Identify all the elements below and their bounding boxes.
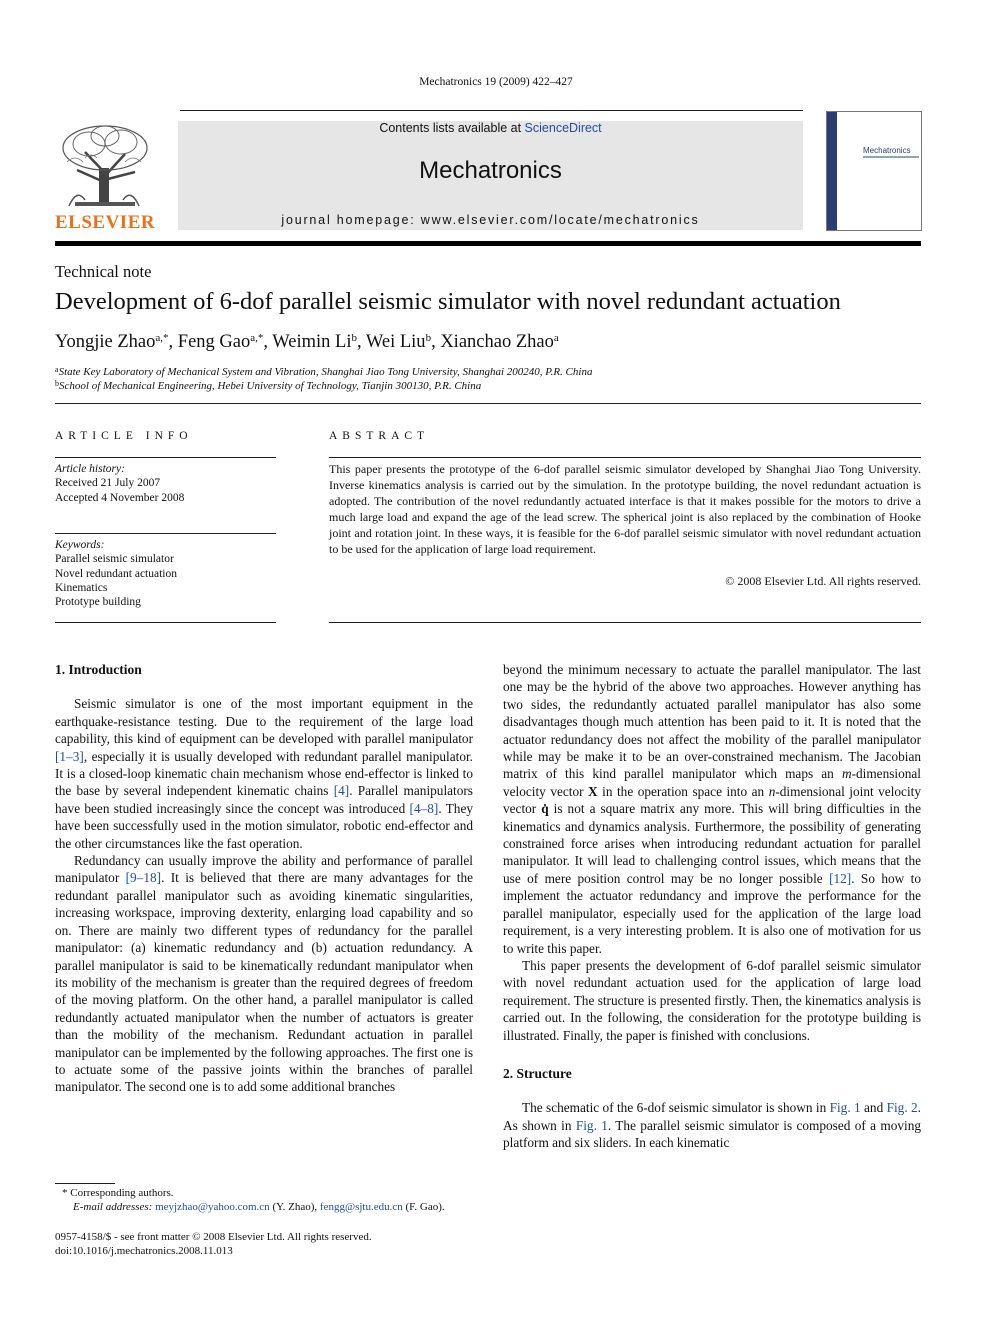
email-link[interactable]: meyjzhao@yahoo.com.cn xyxy=(155,1201,270,1213)
journal-cover-thumbnail xyxy=(826,111,922,231)
figure-link[interactable]: Fig. 2 xyxy=(886,1100,918,1116)
cover-title: Mechatronics xyxy=(863,146,911,155)
author-sup[interactable]: a,* xyxy=(155,332,169,344)
email-note: E-mail addresses: meyjzhao@yahoo.com.cn (Y. Zhao), fengg@sjtu.edu.cn (F. Gao). xyxy=(73,1201,445,1213)
author-name: Wei Liu xyxy=(365,332,426,352)
accepted-date: Accepted 4 November 2008 xyxy=(55,491,185,504)
author-list: Yongjie Zhao$^{a,*}$, Feng Gao$^{a,*}$, Weimin Li$^b$, Wei Liu$^b$, Xianchao Zhao$^a$ xyxy=(55,332,559,352)
email-link[interactable]: fengg@sjtu.edu.cn xyxy=(319,1201,403,1213)
divider xyxy=(55,403,921,404)
cover-subtitle-bar xyxy=(863,156,919,158)
abstract-heading: ABSTRACT xyxy=(329,430,430,442)
paragraph: The schematic of the 6-dof seismic simulator is shown in Fig. 1 and Fig. 2. As shown in Fig. 1. The parallel seismic simulator is composed of a moving platform and six sliders. In each kinematic xyxy=(503,1100,921,1151)
divider xyxy=(329,457,921,458)
article-info-heading: ARTICLE INFO xyxy=(55,430,193,442)
abstract-copyright: © 2008 Elsevier Ltd. All rights reserved. xyxy=(725,574,921,588)
contents-prefix: Contents lists available at xyxy=(379,121,525,135)
keywords-block xyxy=(55,538,276,609)
body-column-left xyxy=(55,661,473,1096)
affiliation-a: $^a$State Key Laboratory of Mechanical System and Vibration, Shanghai Jiao Tong University, Shanghai 200240, P.R. China xyxy=(55,365,593,378)
keyword: Parallel seismic simulator xyxy=(55,553,174,566)
author-sup[interactable]: a,* xyxy=(250,332,264,344)
divider xyxy=(329,622,921,623)
section-heading-structure: 2. Structure xyxy=(503,1065,572,1081)
contents-line xyxy=(178,121,803,135)
keyword: Prototype building xyxy=(55,596,141,609)
doi-line[interactable]: doi:10.1016/j.mechatronics.2008.11.013 xyxy=(55,1245,233,1257)
keywords-label: Keywords: xyxy=(55,539,105,551)
received-date: Received 21 July 2007 xyxy=(55,477,161,490)
divider xyxy=(55,622,276,623)
paragraph: Redundancy can usually improve the ability and performance of parallel manipulator [9–18]. It is believed that there are many advantages for the redundant parallel manipulator such as avoiding kinematic singularities, increasing workspace, improving dexterity, enlarging load capability and so on. There are mainly two different types of redundancy for the parallel manipulator: (a) kinematic redundancy and (b) actuation redundancy. A parallel manipulator is said to be kinematically redundant manipulator when its mobility of the mechanism is greater than the required degrees of freedom of the moving platform. On the other hand, a parallel manipulator is called redundantly actuated manipulator when the number of actuators is greater than the mobility of the mechanism. Redundant actuation in parallel manipulator can be implemented by the following approaches. The first one is to actuate some of the passive joints within the branches of parallel manipulator. The second one is to add some additional branches xyxy=(55,853,474,1095)
elsevier-tree-icon xyxy=(55,122,155,210)
publisher-name: ELSEVIER xyxy=(55,212,156,233)
reference-link[interactable]: [4] xyxy=(333,783,350,799)
header-thick-rule xyxy=(55,241,921,246)
reference-link[interactable]: [1–3] xyxy=(55,748,84,764)
figure-link[interactable]: Fig. 1 xyxy=(829,1100,861,1116)
keyword: Kinematics xyxy=(55,581,108,594)
section-heading-introduction: 1. Introduction xyxy=(55,662,142,677)
divider xyxy=(55,457,276,458)
author-name: Weimin Li xyxy=(272,332,352,352)
journal-homepage[interactable]: journal homepage: www.elsevier.com/locate/mechatronics xyxy=(281,213,700,227)
author-name: Yongjie Zhao xyxy=(55,332,156,352)
elsevier-logo xyxy=(55,122,155,234)
journal-title: Mechatronics xyxy=(419,157,562,184)
author-name: Xianchao Zhao xyxy=(440,332,554,352)
corresponding-note: * Corresponding authors. xyxy=(62,1187,174,1199)
keyword: Novel redundant actuation xyxy=(55,567,177,580)
journal-citation: Mechatronics 19 (2009) 422–427 xyxy=(419,76,573,88)
author-sup[interactable]: b xyxy=(425,332,432,344)
article-type: Technical note xyxy=(55,262,152,281)
figure-link[interactable]: Fig. 1 xyxy=(575,1117,608,1133)
reference-link[interactable]: [9–18] xyxy=(125,870,162,886)
footnote-rule xyxy=(55,1183,115,1184)
body-column-right xyxy=(503,661,921,1152)
header-rule xyxy=(180,110,803,111)
article-history xyxy=(55,462,276,505)
author-sup[interactable]: a xyxy=(553,332,559,344)
sciencedirect-link[interactable]: ScienceDirect xyxy=(524,121,602,135)
abstract-text: This paper presents the prototype of the 6-dof parallel seismic simulator developed by Shanghai Jiao Tong University. Inverse kinematics analysis is carried out by the simulation. In the prototype building, the novel redundant actuation is adopted. The contribution of the novel redundantly actuated interface is that it makes possible for the motors to drive a much large load and expand the age of the lead screw. The spherical joint is also replaced by the combination of Hooke joint and rotation joint. In these ways, it is feasible for the 6-dof parallel seismic simulator with novel redundant actuation to be used for the application of large load requirement. xyxy=(329,462,921,557)
reference-link[interactable]: [12] xyxy=(829,870,852,886)
history-label: Article history: xyxy=(55,463,125,475)
paragraph: beyond the minimum necessary to actuate the parallel manipulator. The last one may be the hybrid of the above two approaches. However anything has two sides, the redundantly actuated parallel manipulator has also some disadvantages though much attention has been paid to it. It is noted that the actuator redundancy does not affect the mobility of the parallel manipulator while may be make it to be an over-constrained mechanism. The Jacobian matrix of this kind parallel manipulator which maps an m-dimensional velocity vector X in the operation space into an n-dimensional joint velocity vector q̇ is not a square matrix any more. This will bring difficulties in the kinematics and dynamics analysis. Furthermore, the possibility of generating constrained force arises when introducing redundant actuation for parallel manipulator. It will lead to challenging control issues, which means that the use of mere position control may be no longer possible [12]. So how to implement the actuator redundancy and improve the performance for the parallel manipulator, especially used for the application of the large load requirement, is a very interesting problem. It is also one of motivation for us to write this paper. xyxy=(503,662,921,956)
author-name: Feng Gao xyxy=(177,332,251,352)
reference-link[interactable]: [4–8] xyxy=(409,800,439,816)
article-title: Development of 6-dof parallel seismic simulator with novel redundant actuation xyxy=(55,288,841,315)
divider xyxy=(55,533,276,534)
author-sup[interactable]: b xyxy=(351,332,357,344)
issn-line: 0957-4158/$ - see front matter © 2008 Elsevier Ltd. All rights reserved. xyxy=(55,1231,372,1243)
paragraph: Seismic simulator is one of the most important equipment in the earthquake-resistance testing. Due to the requirement of the large load capability, this kind of equipment can be developed with parallel manipulator [1–3], especially it is usually developed with redundant parallel manipulator. It is a closed-loop kinematic chain mechanism whose end-effector is linked to the base by several independent kinematic chains [4]. Parallel manipulators have been studied increasingly since the concept was introduced [4–8]. They have been successfully used in the motion simulator, robotic end-effector and the other circumstances like the fast operation. xyxy=(55,696,474,851)
paragraph: This paper presents the development of 6-dof parallel seismic simulator with novel redundant actuation used for the application of large load requirement. The structure is presented firstly. Then, the kinematics analysis is carried out. In the following, the consideration for the prototype building is illustrated. Finally, the paper is finished with conclusions. xyxy=(503,957,921,1043)
affiliation-b: $^b$School of Mechanical Engineering, Hebei University of Technology, Tianjin 300130, P.R. China xyxy=(55,379,482,392)
cover-spine xyxy=(827,112,837,230)
journal-banner xyxy=(178,121,803,230)
